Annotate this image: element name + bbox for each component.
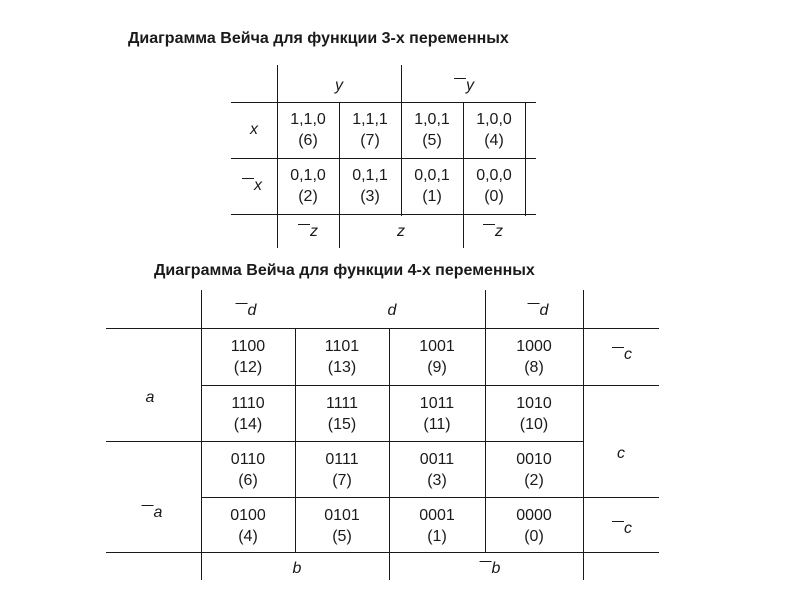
veitch-4-cell: 1110 (14) (231, 395, 265, 433)
grid-line (201, 385, 659, 386)
veitch-4-cell: 1111 (15) (325, 395, 359, 433)
veitch-4-cell: 0101 (5) (324, 507, 360, 545)
grid-line (463, 103, 464, 248)
grid-line (339, 103, 340, 248)
grid-line (525, 103, 526, 216)
veitch-4-cell: 0100 (4) (230, 507, 266, 545)
row-label-x: x (250, 121, 258, 138)
veitch-4-cell: 0111 (7) (325, 451, 359, 489)
top-label-d: d (387, 302, 397, 319)
veitch-4-cell: 0010 (2) (516, 451, 552, 489)
grid-line (106, 328, 659, 329)
grid-line (389, 329, 390, 580)
grid-line (106, 441, 583, 442)
row-label-not-x: x (254, 177, 262, 194)
col-label-y: y (335, 77, 343, 94)
veitch-3-cell: 0,0,1 (1) (414, 167, 450, 205)
veitch-4-cell: 1011 (11) (419, 395, 455, 433)
veitch-4-cell: 0011 (3) (419, 451, 455, 489)
grid-line (231, 158, 536, 159)
grid-line (485, 290, 486, 552)
col-label-not-y: y (466, 77, 474, 94)
bottom-label-z: z (397, 223, 405, 240)
grid-line (106, 552, 659, 553)
right-label-c: c (617, 445, 625, 462)
bottom-label-not-b: b (491, 560, 501, 577)
veitch-3-cell: 0,1,1 (3) (352, 167, 388, 205)
bottom-label-b: b (292, 560, 302, 577)
right-label-not-c: c (624, 346, 632, 363)
grid-line (201, 497, 659, 498)
bottom-label-not-z: z (495, 223, 503, 240)
veitch-3-cell: 0,1,0 (2) (290, 167, 326, 205)
veitch-3-cell: 1,0,0 (4) (476, 111, 512, 149)
left-label-a: a (145, 389, 155, 406)
veitch-4-title: Диаграмма Вейча для функции 4-х переменных (154, 262, 535, 279)
bottom-label-not-z: z (310, 223, 318, 240)
veitch-3-cell: 1,0,1 (5) (414, 111, 450, 149)
veitch-4-cell: 0110 (6) (230, 451, 266, 489)
grid-line (583, 290, 584, 580)
grid-line (401, 65, 402, 216)
veitch-3-cell: 0,0,0 (0) (476, 167, 512, 205)
grid-line (231, 214, 536, 215)
right-label-not-c: c (624, 520, 632, 537)
veitch-4-cell: 0001 (1) (419, 507, 455, 545)
veitch-3-cell: 1,1,0 (6) (290, 111, 326, 149)
left-label-not-a: a (153, 504, 163, 521)
veitch-4-cell: 1001 (9) (419, 338, 455, 376)
grid-line (201, 290, 202, 580)
veitch-3-cell: 1,1,1 (7) (352, 111, 388, 149)
top-label-not-d: d (247, 302, 257, 319)
veitch-4-cell: 1101 (13) (324, 338, 360, 376)
veitch-4-cell: 1010 (10) (516, 395, 552, 433)
veitch-4-cell: 1000 (8) (516, 338, 552, 376)
veitch-4-cell: 0000 (0) (516, 507, 552, 545)
grid-line (231, 102, 536, 103)
grid-line (277, 65, 278, 248)
veitch-3-title: Диаграмма Вейча для функции 3-х переменных (128, 30, 509, 47)
veitch-4-cell: 1100 (12) (230, 338, 266, 376)
top-label-not-d: d (539, 302, 549, 319)
